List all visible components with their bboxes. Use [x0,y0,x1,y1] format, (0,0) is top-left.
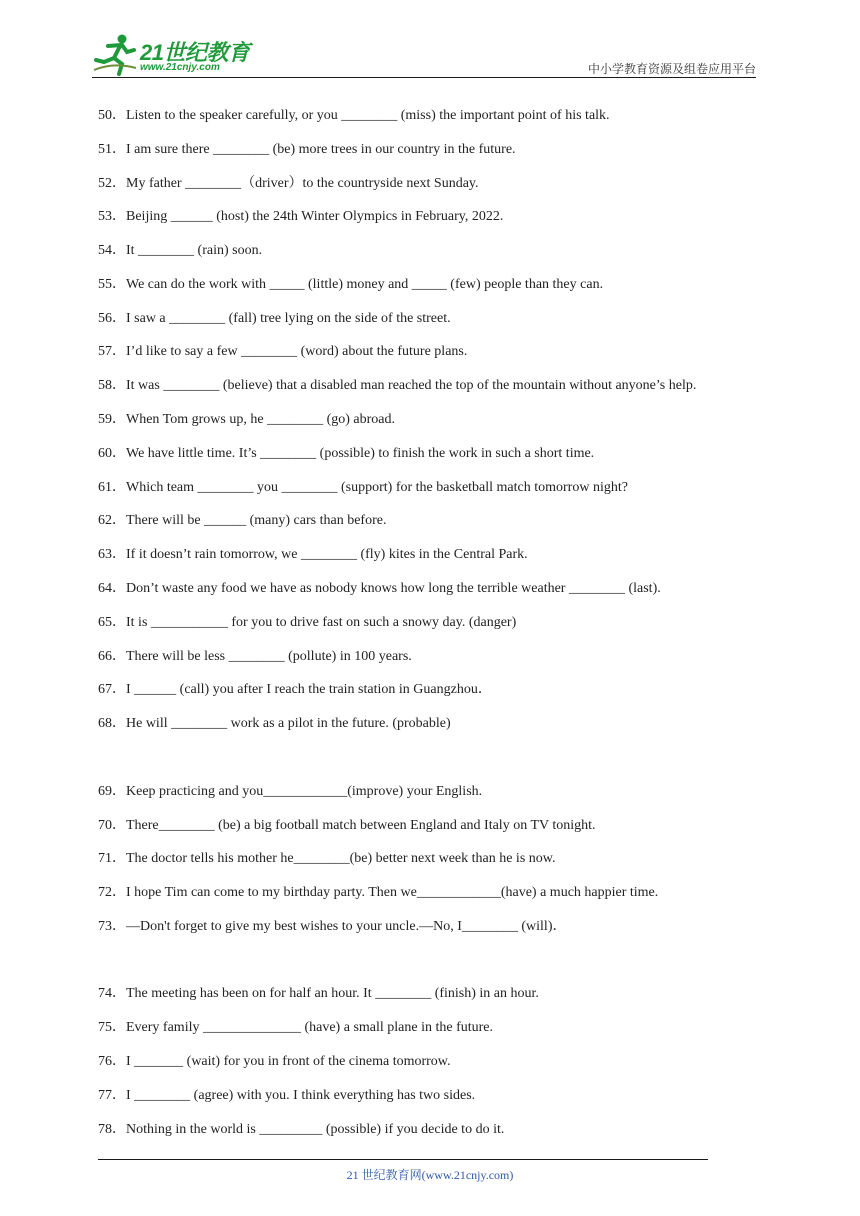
question-item: 58．It was ________ (believe) that a disabled man reached the top of the mountain without anyone’s help. [98,378,697,393]
question-item: 60．We have little time. It’s ________ (possible) to finish the work in such a short time. [98,446,595,461]
question-item: 54．It ________ (rain) soon. [98,243,263,258]
question-item: 77．I ________ (agree) with you. I think everything has two sides. [98,1088,476,1103]
logo-text: 21世纪教育 [140,40,250,65]
question-item: 75．Every family ______________ (have) a small plane in the future. [98,1020,494,1035]
question-item: 67．I ______ (call) you after I reach the train station in Guangzhou． [98,682,492,697]
question-item: 50．Listen to the speaker carefully, or you ________ (miss) the important point of his talk. [98,108,610,123]
logo-url: www.21cnjy.com [140,62,220,73]
question-item: 57．I’d like to say a few ________ (word) about the future plans. [98,344,468,359]
question-item: 74．The meeting has been on for half an hour. It ________ (finish) in an hour. [98,986,539,1001]
header-divider [92,77,756,78]
question-item: 72．I hope Tim can come to my birthday party. Then we____________(have) a much happier time. [98,885,659,900]
question-item: 65．It is ___________ for you to drive fast on such a snowy day. (danger) [98,615,517,630]
runner-logo-icon [92,32,138,76]
footer-link[interactable]: 21 世纪教育网(www.21cnjy.com) [346,1168,514,1182]
question-item: 66．There will be less ________ (pollute) in 100 years. [98,649,412,664]
question-item: 62．There will be ______ (many) cars than before. [98,513,387,528]
question-item: 71．The doctor tells his mother he________(be) better next week than he is now. [98,851,556,866]
question-item: 69．Keep practicing and you____________(improve) your English. [98,784,483,799]
question-item: 70．There________ (be) a big football match between England and Italy on TV tonight. [98,818,596,833]
question-item: 52．My father ________（driver）to the countryside next Sunday. [98,176,479,191]
question-item: 68．He will ________ work as a pilot in the future. (probable) [98,716,451,731]
footer-divider [98,1159,708,1160]
question-item: 56．I saw a ________ (fall) tree lying on the side of the street. [98,311,451,326]
question-item: 63．If it doesn’t rain tomorrow, we ________ (fly) kites in the Central Park. [98,547,528,562]
page-header [92,32,756,78]
site-logo [92,32,262,76]
question-item: 55．We can do the work with _____ (little) money and _____ (few) people than they can. [98,277,604,292]
question-item: 61．Which team ________ you ________ (support) for the basketball match tomorrow night? [98,480,628,495]
question-item: 76．I _______ (wait) for you in front of the cinema tomorrow. [98,1054,451,1069]
header-platform-text: 中小学教育资源及组卷应用平台 [587,62,756,76]
question-item: 73．—Don't forget to give my best wishes to your uncle.—No, I________ (will)． [98,919,567,934]
question-item: 53．Beijing ______ (host) the 24th Winter Olympics in February, 2022. [98,209,504,224]
question-item: 78．Nothing in the world is _________ (possible) if you decide to do it. [98,1122,505,1137]
question-item: 51．I am sure there ________ (be) more trees in our country in the future. [98,142,516,157]
question-item: 64．Don’t waste any food we have as nobody knows how long the terrible weather ________ (last). [98,581,661,596]
question-item: 59．When Tom grows up, he ________ (go) abroad. [98,412,395,427]
